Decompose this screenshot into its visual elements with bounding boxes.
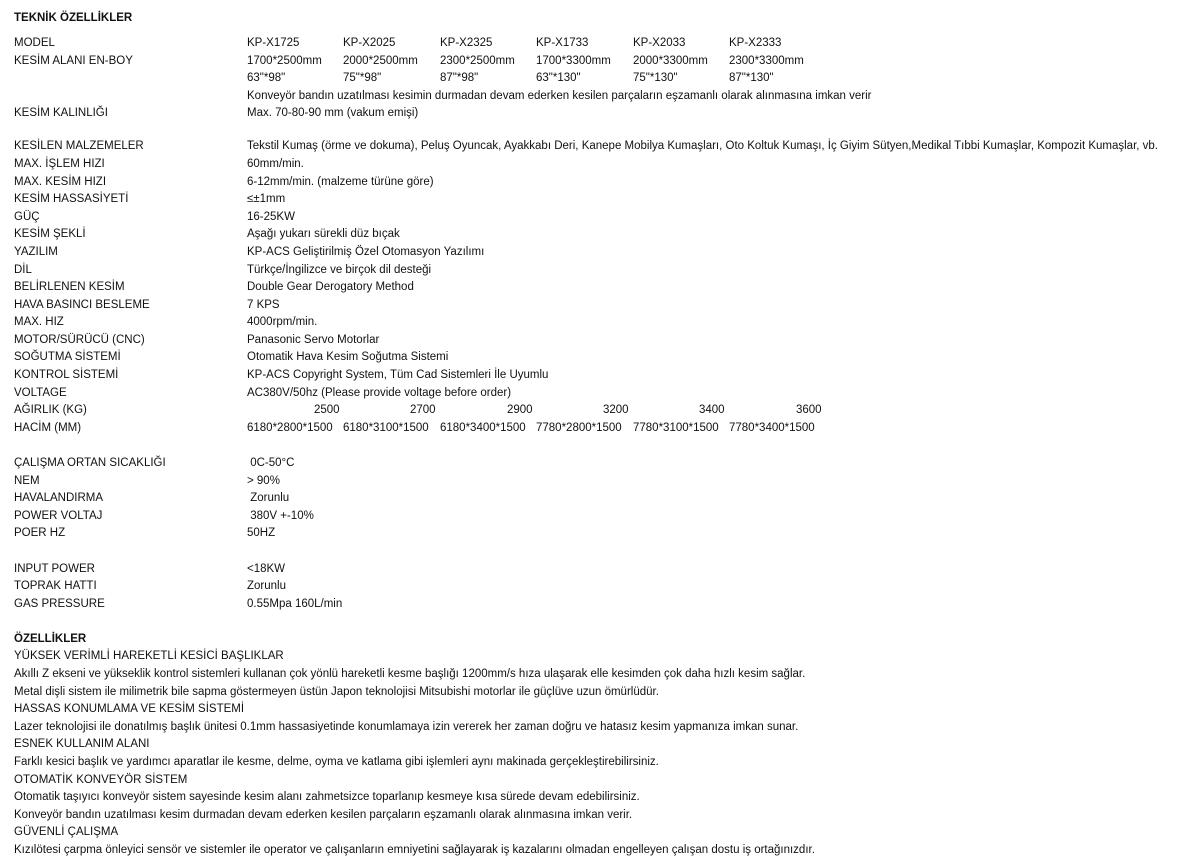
spec-value: Zorunlu — [247, 580, 286, 592]
feature-text: Metal dişli sistem ile milimetrik bile sapma göstermeyen üstün Japon teknolojisi Mitsubishi motorlar ile güçlüve uzun ömürlüdür. — [14, 686, 659, 698]
volume-value: 6180*3400*1500 — [440, 422, 526, 434]
weight-value: 2700 — [410, 404, 436, 416]
spec-label: HAVALANDIRMA — [14, 492, 104, 504]
cut-area-inch: 87"*98" — [440, 72, 479, 84]
feature-text: Farklı kesici başlık ve yardımcı aparatlar ile kesme, delme, oyma ve katlama gibi işlemleri aynı makinada gerçekleştirebilirsiniz. — [14, 756, 659, 768]
spec-label: MAX. İŞLEM HIZI — [14, 158, 105, 170]
spec-label: TOPRAK HATTI — [14, 580, 97, 592]
cut-area-mm: 2000*2500mm — [343, 55, 418, 67]
spec-label: YAZILIM — [14, 246, 58, 258]
model-value: KP-X2033 — [633, 37, 686, 49]
volume-label: HACİM (MM) — [14, 422, 82, 434]
cut-area-mm: 1700*3300mm — [536, 55, 611, 67]
spec-label: KESİM HASSASİYETİ — [14, 193, 129, 205]
cut-area-inch: 75"*98" — [343, 72, 382, 84]
spec-value: > 90% — [247, 475, 280, 487]
spec-label: BELİRLENEN KESİM — [14, 281, 125, 293]
weight-value: 3600 — [796, 404, 822, 416]
spec-label: KESİM ŞEKLİ — [14, 228, 86, 240]
spec-label: HAVA BASINCI BESLEME — [14, 299, 150, 311]
spec-value: KP-ACS Geliştirilmiş Özel Otomasyon Yazılımı — [247, 246, 485, 258]
spec-label: POER HZ — [14, 527, 66, 539]
feature-heading: HASSAS KONUMLAMA VE KESİM SİSTEMİ — [14, 703, 245, 715]
feature-text: Kızılötesi çarpma önleyici sensör ve sistemler ile operator ve çalışanların emniyetini sağlayarak iş kazalarını olmadan engelleyen çalışan dostu iş ortağınızdır. — [14, 844, 815, 856]
volume-value: 6180*3100*1500 — [343, 422, 429, 434]
spec-label: KESİM KALINLIĞI — [14, 107, 108, 119]
cut-area-mm: 1700*2500mm — [247, 55, 322, 67]
spec-value: 380V +-10% — [247, 510, 314, 522]
cut-area-mm: 2300*2500mm — [440, 55, 515, 67]
cut-area-mm: 2300*3300mm — [729, 55, 804, 67]
spec-label: DİL — [14, 264, 32, 276]
spec-value: Double Gear Derogatory Method — [247, 281, 414, 293]
spec-label: ÇALIŞMA ORTAN SICAKLIĞI — [14, 457, 166, 469]
weight-value: 3400 — [699, 404, 725, 416]
spec-value: 0.55Mpa 160L/min — [247, 598, 343, 610]
spec-value: KP-ACS Copyright System, Tüm Cad Sistemleri İle Uyumlu — [247, 369, 549, 381]
weight-value: 2500 — [314, 404, 340, 416]
cut-area-inch: 63"*98" — [247, 72, 286, 84]
spec-label: SOĞUTMA SİSTEMİ — [14, 351, 121, 363]
cut-area-inch: 87"*130" — [729, 72, 774, 84]
weight-value: 3200 — [603, 404, 629, 416]
features-title: ÖZELLİKLER — [14, 633, 87, 645]
cut-area-inch: 75"*130" — [633, 72, 678, 84]
spec-value: 16-25KW — [247, 211, 295, 223]
spec-value: 4000rpm/min. — [247, 316, 318, 328]
spec-label: GAS PRESSURE — [14, 598, 105, 610]
spec-value: 60mm/min. — [247, 158, 304, 170]
feature-text: Konveyör bandın uzatılması kesim durmadan devam ederken kesilen parçaların eşzamanlı olarak alınmasına imkan verir. — [14, 809, 633, 821]
volume-value: 7780*2800*1500 — [536, 422, 622, 434]
weight-value: 2900 — [507, 404, 533, 416]
weight-label: AĞIRLIK (KG) — [14, 404, 87, 416]
spec-value: Aşağı yukarı sürekli düz bıçak — [247, 228, 400, 240]
spec-value: 7 KPS — [247, 299, 280, 311]
feature-text: Otomatik taşıyıcı konveyör sistem sayesinde kesim alanı zahmetsizce toparlanıp kesmeye kısa sürede devam edebilirsiniz. — [14, 791, 640, 803]
model-value: KP-X1733 — [536, 37, 589, 49]
model-value: KP-X2025 — [343, 37, 396, 49]
feature-heading: YÜKSEK VERİMLİ HAREKETLİ KESİCİ BAŞLIKLAR — [14, 650, 284, 662]
model-label: MODEL — [14, 37, 55, 49]
spec-value: Zorunlu — [247, 492, 290, 504]
feature-heading: GÜVENLİ ÇALIŞMA — [14, 826, 119, 838]
page-title: TEKNİK ÖZELLİKLER — [14, 12, 133, 24]
spec-value: ≤±1mm — [247, 193, 286, 205]
spec-value: Tekstil Kumaş (örme ve dokuma), Peluş Oyuncak, Ayakkabı Deri, Kanepe Mobilya Kumaşları, Oto Koltuk Kumaşı, İç Giyim Sütyen,Medikal Tıbbi Kumaşlar, Kompozit Kumaşlar, vb. — [247, 140, 1159, 152]
feature-heading: OTOMATİK KONVEYÖR SİSTEM — [14, 774, 188, 786]
model-value: KP-X1725 — [247, 37, 300, 49]
spec-label: POWER VOLTAJ — [14, 510, 103, 522]
spec-value: <18KW — [247, 563, 286, 575]
spec-label: GÜÇ — [14, 211, 40, 223]
spec-label: KESİLEN MALZEMELER — [14, 140, 144, 152]
feature-text: Akıllı Z ekseni ve yükseklik kontrol sistemleri kullanan çok yönlü hareketli kesme başlığı 1200mm/s hıza ulaşarak elle kesimden çok daha hızlı kesim sağlar. — [14, 668, 806, 680]
spec-value: Otomatik Hava Kesim Soğutma Sistemi — [247, 351, 449, 363]
volume-value: 7780*3400*1500 — [729, 422, 815, 434]
spec-value: Panasonic Servo Motorlar — [247, 334, 380, 346]
cut-area-note: Konveyör bandın uzatılması kesimin durmadan devam ederken kesilen parçaların eşzamanlı olarak alınmasına imkan verir — [247, 90, 872, 102]
model-value: KP-X2325 — [440, 37, 493, 49]
spec-value: Türkçe/İngilizce ve birçok dil desteği — [247, 264, 432, 276]
feature-text: Lazer teknolojisi ile donatılmış başlık ünitesi 0.1mm hassasiyetinde konumlamaya izin vererek her zaman doğru ve hatasız kesim yapmanıza imkan sunar. — [14, 721, 799, 733]
spec-value: 0C-50°C — [247, 457, 295, 469]
spec-value: AC380V/50hz (Please provide voltage before order) — [247, 387, 512, 399]
cut-area-label: KESİM ALANI EN-BOY — [14, 55, 133, 67]
spec-label: KONTROL SİSTEMİ — [14, 369, 119, 381]
model-value: KP-X2333 — [729, 37, 782, 49]
cut-area-inch: 63"*130" — [536, 72, 581, 84]
cut-area-mm: 2000*3300mm — [633, 55, 708, 67]
spec-label: INPUT POWER — [14, 563, 95, 575]
feature-heading: ESNEK KULLANIM ALANI — [14, 738, 150, 750]
spec-label: VOLTAGE — [14, 387, 67, 399]
spec-label: MOTOR/SÜRÜCÜ (CNC) — [14, 334, 145, 346]
spec-label: MAX. HIZ — [14, 316, 64, 328]
spec-label: MAX. KESİM HIZI — [14, 176, 107, 188]
spec-label: NEM — [14, 475, 40, 487]
volume-value: 7780*3100*1500 — [633, 422, 719, 434]
spec-value: 50HZ — [247, 527, 276, 539]
spec-value: 6-12mm/min. (malzeme türüne göre) — [247, 176, 434, 188]
spec-value: Max. 70-80-90 mm (vakum emişi) — [247, 107, 419, 119]
volume-value: 6180*2800*1500 — [247, 422, 333, 434]
